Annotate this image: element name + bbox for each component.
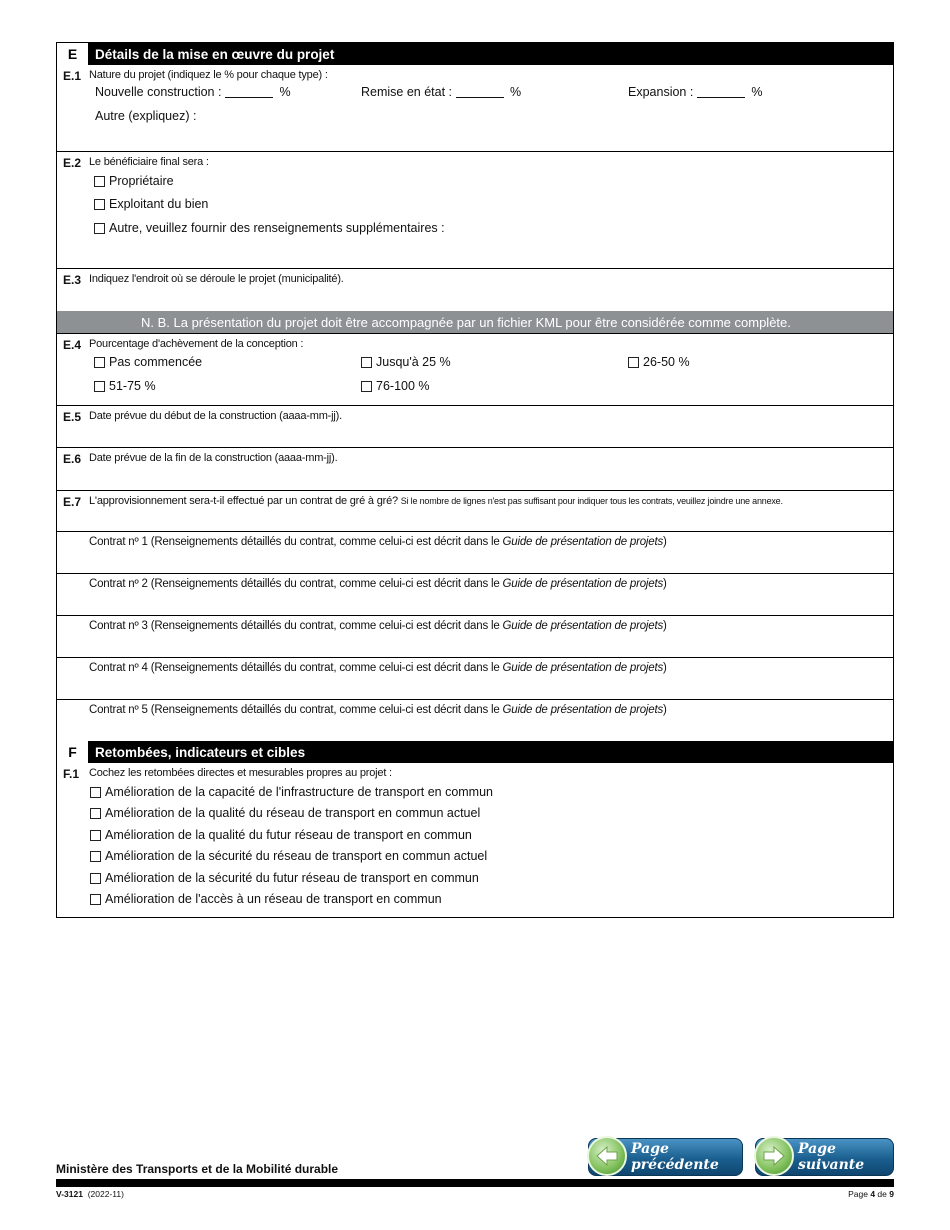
contract-end: ) [663,662,667,674]
checkbox[interactable] [361,357,372,368]
f1-number: F.1 [63,767,80,781]
row-e1 [57,65,893,151]
section-f-title: Retombées, indicateurs et cibles [95,744,306,760]
checkbox[interactable] [94,176,105,187]
new-construction-field [95,85,291,99]
f1-option[interactable] [90,892,442,906]
e4-number: E.4 [63,338,82,352]
e2-question: Le bénéficiaire final sera : [89,156,209,168]
row-e3[interactable] [57,268,893,311]
contract-end: ) [663,620,667,632]
footer-divider [56,1179,894,1187]
f1-option-label: Amélioration de la sécurité du réseau de transport en commun actuel [105,849,488,863]
e4-option[interactable] [628,355,690,369]
contract-row[interactable] [57,699,893,741]
checkbox[interactable] [361,381,372,392]
expansion-field [628,85,762,99]
expansion-label: Expansion : [628,85,694,99]
row-e6[interactable] [57,447,893,490]
contract-row[interactable] [57,573,893,615]
f1-option[interactable] [90,806,480,820]
row-e4 [57,333,893,405]
checkbox[interactable] [94,223,105,234]
f1-option[interactable] [90,828,472,842]
other-field[interactable] [95,109,196,123]
f1-option-label: Amélioration de la sécurité du futur réseau de transport en commun [105,871,479,885]
page-total: 9 [889,1189,894,1199]
e6-question: Date prévue de la fin de la construction (aaaa-mm-jj). [89,452,338,464]
section-e-title: Détails de la mise en œuvre du projet [95,46,335,62]
guide-title: Guide de présentation de projets [502,536,664,548]
contract-label [89,620,667,632]
remise-label: Remise en état : [361,85,453,99]
new-construction-pct: % [279,85,291,99]
kml-note-banner: N. B. La présentation du projet doit être accompagnée par un fichier KML pour être considérée comme complète. [57,311,893,333]
f1-option[interactable] [90,785,493,799]
new-construction-label: Nouvelle construction : [95,85,222,99]
contract-label [89,704,667,716]
form-date: (2022-11) [87,1189,124,1199]
row-e7[interactable] [57,490,893,531]
e4-option[interactable] [361,355,451,369]
e4-option-label: 26-50 % [643,355,690,369]
section-f-letter: F [57,741,89,763]
e1-question: Nature du projet (indiquez le % pour chaque type) : [89,69,328,81]
e2-number: E.2 [63,156,82,170]
previous-page-button[interactable] [588,1138,743,1176]
checkbox[interactable] [94,199,105,210]
row-e2 [57,151,893,268]
checkbox[interactable] [90,808,101,819]
e7-question-text: L'approvisionnement sera-t-il effectué par un contrat de gré à gré? [89,495,398,507]
remise-field [361,85,521,99]
e4-option[interactable] [94,379,156,393]
e6-number: E.6 [63,452,82,466]
f1-option-label: Amélioration de la capacité de l'infrastructure de transport en commun [105,785,494,799]
e7-note: Si le nombre de lignes n'est pas suffisant pour indiquer tous les contrats, veuillez joindre une annexe. [400,496,783,506]
f1-option-label: Amélioration de la qualité du futur réseau de transport en commun [105,828,472,842]
e3-number: E.3 [63,273,82,287]
expansion-input[interactable] [697,87,745,98]
contract-end: ) [663,536,667,548]
e4-option-label: Pas commencée [109,355,203,369]
e3-question: Indiquez l'endroit où se déroule le projet (municipalité). [89,273,344,285]
checkbox[interactable] [628,357,639,368]
row-e5[interactable] [57,405,893,447]
contract-text: Contrat nº 1 (Renseignements détaillés du contrat, comme celui-ci est décrit dans le [89,536,503,548]
e4-option[interactable] [94,355,202,369]
f1-question: Cochez les retombées directes et mesurables propres au projet : [89,767,392,779]
checkbox[interactable] [94,357,105,368]
contract-text: Contrat nº 3 (Renseignements détaillés du contrat, comme celui-ci est décrit dans le [89,620,503,632]
other-label: Autre (expliquez) : [95,109,197,123]
page-number [848,1189,894,1199]
e5-number: E.5 [63,410,82,424]
e4-question: Pourcentage d'achèvement de la conception : [89,338,304,350]
form-container [56,42,894,918]
e2-option[interactable] [94,174,174,188]
checkbox[interactable] [94,381,105,392]
form-number: V-3121 [56,1189,83,1199]
guide-title: Guide de présentation de projets [502,662,664,674]
section-e-header [57,43,893,65]
e2-option-label: Autre, veuillez fournir des renseignements supplémentaires : [109,221,445,235]
contract-label [89,578,667,590]
new-construction-input[interactable] [225,87,273,98]
e5-question: Date prévue du début de la construction (aaaa-mm-jj). [89,410,342,422]
form-code [56,1189,124,1199]
checkbox[interactable] [90,894,101,905]
e4-option[interactable] [361,379,430,393]
remise-pct: % [510,85,522,99]
ministry-name: Ministère des Transports et de la Mobilité durable [56,1162,339,1176]
contract-text: Contrat nº 5 (Renseignements détaillés du contrat, comme celui-ci est décrit dans le [89,704,503,716]
expansion-pct: % [751,85,763,99]
previous-page-label: Page précédente [631,1141,719,1173]
e4-option-label: 51-75 % [109,379,156,393]
e4-option-label: 76-100 % [376,379,430,393]
f1-option-label: Amélioration de la qualité du réseau de transport en commun actuel [105,806,481,820]
section-e-letter: E [57,43,89,65]
guide-title: Guide de présentation de projets [502,704,664,716]
section-f-header [57,741,893,763]
checkbox[interactable] [90,851,101,862]
contract-row[interactable] [57,615,893,657]
checkbox[interactable] [90,873,101,884]
contract-text: Contrat nº 2 (Renseignements détaillés du contrat, comme celui-ci est décrit dans le [89,578,503,590]
e4-option-label: Jusqu'à 25 % [376,355,451,369]
f1-option[interactable] [90,849,487,863]
arrow-left-icon [587,1136,627,1176]
contract-label [89,536,667,548]
page-prefix: Page [848,1189,868,1199]
e2-option[interactable] [94,197,208,211]
contract-text: Contrat nº 4 (Renseignements détaillés du contrat, comme celui-ci est décrit dans le [89,662,503,674]
e2-option-label: Exploitant du bien [109,197,209,211]
next-page-label: Page suivante [798,1141,865,1173]
e2-option[interactable] [94,221,445,235]
e7-number: E.7 [63,495,82,509]
arrow-right-icon [754,1136,794,1176]
row-f1 [57,763,893,917]
contract-end: ) [663,578,667,590]
remise-input[interactable] [456,87,504,98]
checkbox[interactable] [90,787,101,798]
f1-option-label: Amélioration de l'accès à un réseau de transport en commun [105,892,442,906]
contract-row[interactable] [57,657,893,699]
contract-end: ) [663,704,667,716]
e1-number: E.1 [63,69,82,83]
guide-title: Guide de présentation de projets [502,578,664,590]
guide-title: Guide de présentation de projets [502,620,664,632]
page-current: 4 [870,1189,876,1199]
page-of: de [877,1189,887,1199]
contract-row[interactable] [57,531,893,573]
next-page-button[interactable] [755,1138,894,1176]
e2-option-label: Propriétaire [109,174,174,188]
e7-question [89,495,783,507]
f1-option[interactable] [90,871,479,885]
contract-label [89,662,667,674]
checkbox[interactable] [90,830,101,841]
